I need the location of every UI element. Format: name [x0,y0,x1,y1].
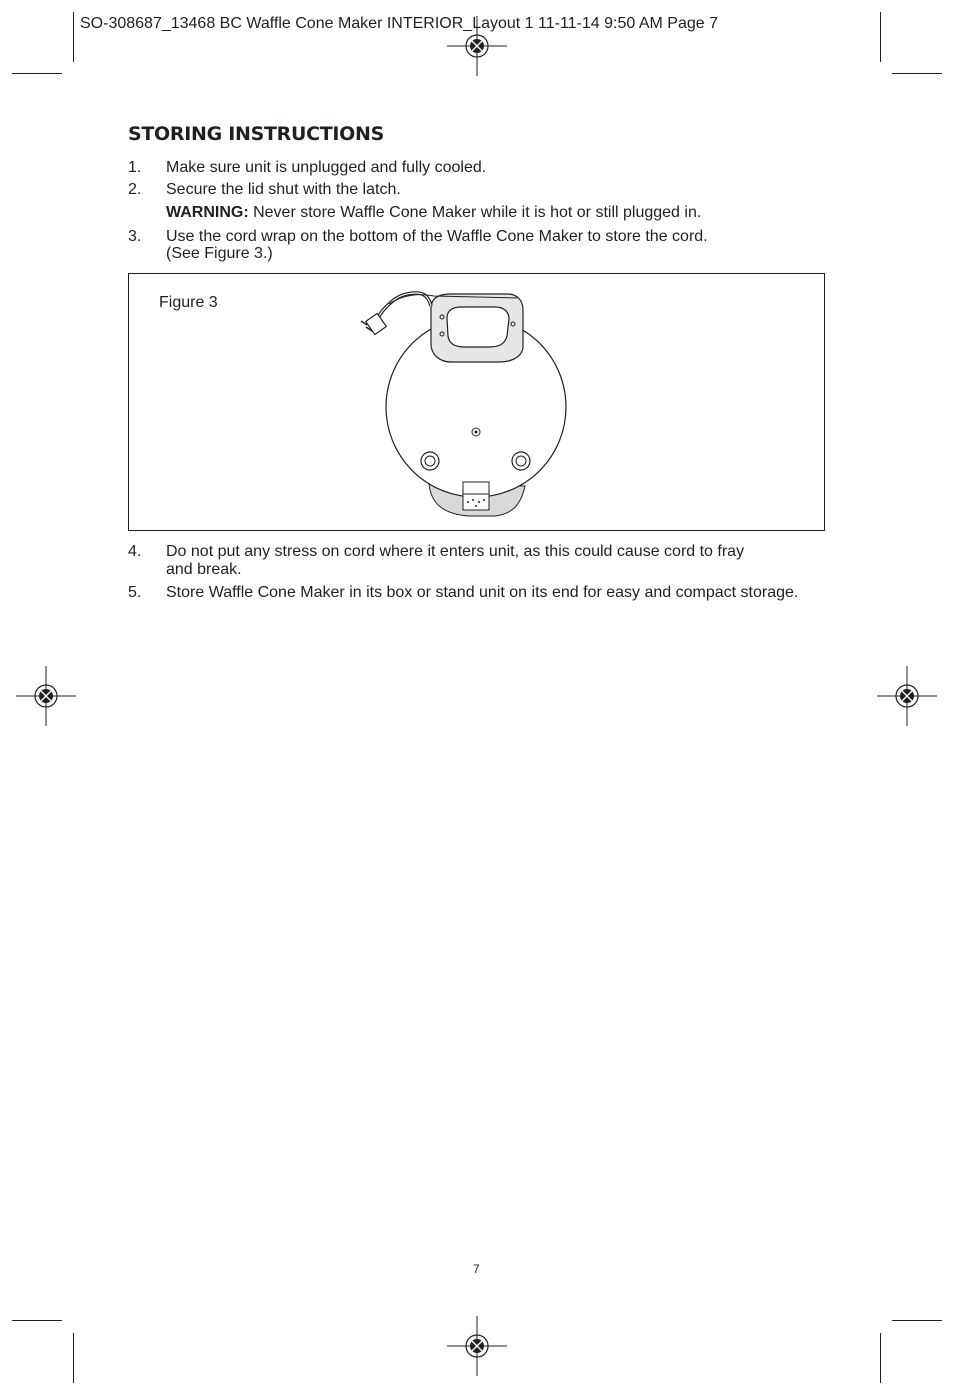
crop-mark [880,1333,881,1383]
slug-line: SO-308687_13468 BC Waffle Cone Maker INTERIOR_Layout 1 11-11-14 9:50 AM Page 7 [80,15,718,32]
crop-mark [73,12,74,62]
crop-mark [880,12,881,62]
crop-mark [73,1333,74,1383]
registration-mark-left [16,666,76,726]
step-number: 3. [128,228,142,245]
section-title: STORING INSTRUCTIONS [128,123,384,145]
step-text-continued: (See Figure 3.) [166,245,273,262]
step-number: 2. [128,181,142,198]
step-number: 4. [128,543,142,560]
registration-mark-right [877,666,937,726]
warning-text: Never store Waffle Cone Maker while it is hot or still plugged in. [248,204,702,221]
step-text: Make sure unit is unplugged and fully cooled. [166,159,487,176]
crop-mark [12,1320,62,1321]
crop-mark [12,73,62,74]
warning-note [166,204,701,222]
registration-mark-top [447,16,507,76]
step-text: Secure the lid shut with the latch. [166,181,401,198]
crop-mark [892,1320,942,1321]
registration-mark-bottom [447,1316,507,1376]
step-text-continued: and break. [166,561,242,578]
step-text: Use the cord wrap on the bottom of the Waffle Cone Maker to store the cord. [166,228,708,245]
step-text: Do not put any stress on cord where it enters unit, as this could cause cord to fray [166,543,745,560]
page-number: 7 [473,1262,480,1276]
step-number: 1. [128,159,142,176]
figure-3-box [128,273,825,531]
warning-label: WARNING: [166,204,249,221]
waffle-cone-maker-illustration [129,274,824,530]
figure-label: Figure 3 [159,294,218,311]
crop-mark [892,73,942,74]
step-text: Store Waffle Cone Maker in its box or stand unit on its end for easy and compact storage. [166,584,799,601]
step-number: 5. [128,584,142,601]
